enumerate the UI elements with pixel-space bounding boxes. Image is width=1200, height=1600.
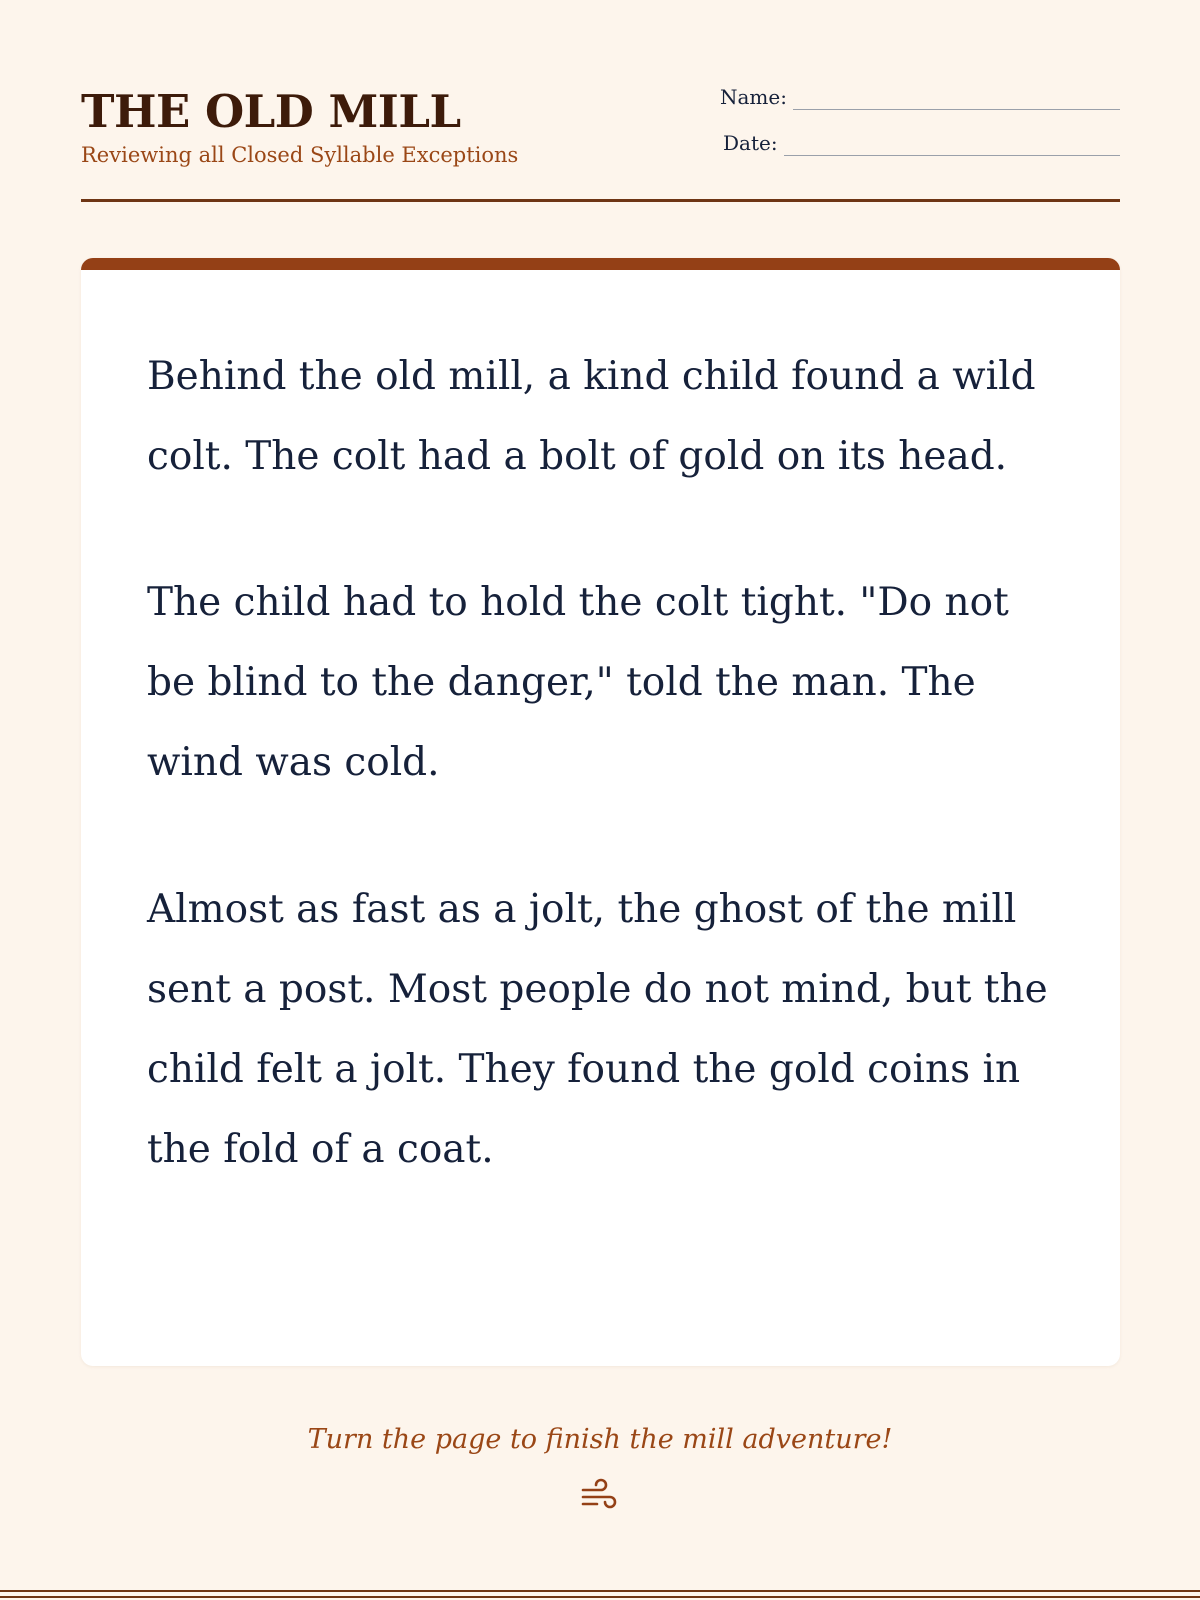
- date-field: [723, 130, 1120, 156]
- date-label: Date:: [723, 131, 778, 155]
- footer-prompt: Turn the page to finish the mill adventure!: [307, 1424, 893, 1455]
- page-subtitle: Reviewing all Closed Syllable Exceptions: [81, 143, 519, 167]
- name-label: Name:: [720, 85, 787, 109]
- page-title: THE OLD MILL: [81, 85, 461, 138]
- worksheet-header: [81, 84, 1120, 202]
- wind-icon: [580, 1478, 620, 1512]
- story-paragraph-2: The child had to hold the colt tight. "Do not be blind to the danger," told the man. The wind was cold.: [147, 580, 1009, 785]
- name-field: [720, 84, 1120, 110]
- story-card: [81, 258, 1120, 1366]
- bottom-border-line: [0, 1596, 1200, 1598]
- story-paragraph-3: Almost as fast as a jolt, the ghost of the mill sent a post. Most people do not mind, but the child felt a jolt. They found the gold coins in the fold of a coat.: [147, 887, 1048, 1172]
- bottom-border-line: [0, 1590, 1200, 1592]
- story-paragraph-1: Behind the old mill, a kind child found a wild colt. The colt had a bolt of gold on its head.: [147, 354, 1036, 479]
- date-input-line[interactable]: [784, 135, 1120, 156]
- name-input-line[interactable]: [793, 89, 1120, 110]
